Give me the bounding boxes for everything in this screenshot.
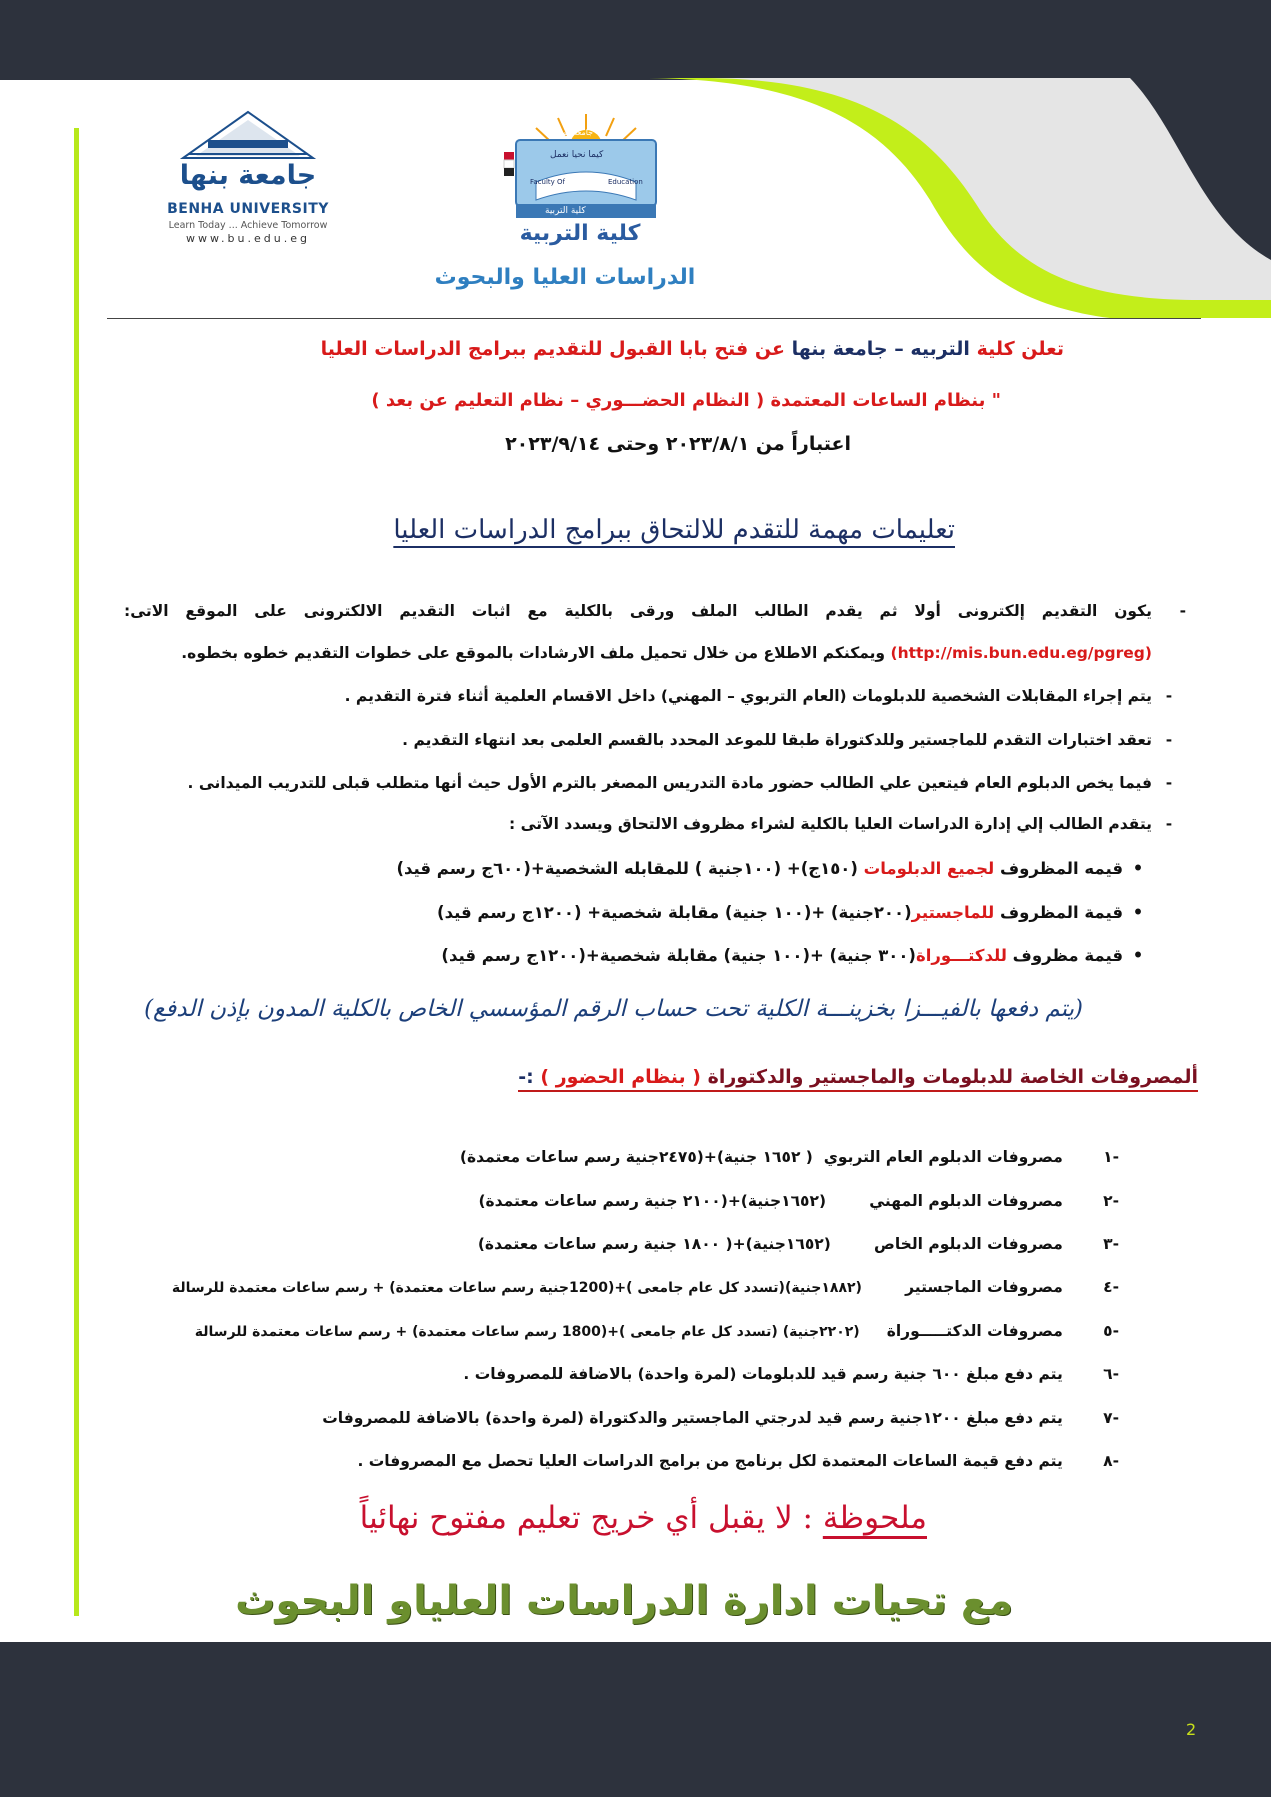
fee-item: -١ مصروفات الدبلوم العام التربوي ( ١٦٥٢ جنية)+(٢٤٧٥جنية رسم ساعات معتمدة) [459,1148,1119,1166]
fee-item: -٤ مصروفات الماجستير (١٨٨٢جنية)(تسدد كل عام جامعى )+(1200جنية رسم ساعات معتمدة) + رسم ساعات معتمدة للرسالة [171,1278,1119,1296]
announcement-part3: عن فتح بابا القبول للتقديم ببرامج الدراسات العليا [320,338,785,360]
instruction-item-2: -يتم إجراء المقابلات الشخصية للدبلومات (العام التربوي – المهني) داخل الاقسام العلمية أثناء فترة التقديم . [344,687,1173,705]
fees-heading: ألمصروفات الخاصة للدبلومات والماجستير والدكتوراة ( بنظام الحضور ) :- [518,1066,1198,1092]
faculty-logo-book-ar: كلية التربية [545,206,586,216]
university-name-en: BENHA UNIVERSITY [167,201,329,217]
fee-item: -٦ يتم دفع مبلغ ٦٠٠ جنية رسم قيد للدبلومات (لمرة واحدة) بالاضافة للمصروفات . [463,1365,1119,1383]
instruction-item-4: -فيما يخص الدبلوم العام فيتعين علي الطالب حضور مادة التدريس المصغر بالترم الأول حيث أنها متطلب قبلى للتدريب الميدانى . [187,774,1173,792]
payment-note: (يتم دفعها بالفيـــزا بخزينـــة الكلية تحت حساب الرقم المؤسسي الخاص بالكلية المدون بإذن الدفع) [144,996,1083,1022]
instruction-item-5: -يتقدم الطالب إلي إدارة الدراسات العليا بالكلية لشراء مظروف الالتحاق ويسدد الآتى : [509,815,1173,833]
faculty-logo-book-left: Faculty Of [530,178,565,186]
fee-item: -٢ مصروفات الدبلوم المهني (١٦٥٢جنية)+(٢١٠٠ جنية رسم ساعات معتمدة) [478,1192,1119,1210]
fee-item: -٥ مصروفات الدكتـــــوراة (٢٢٠٢جنية) (تسدد كل عام جامعى )+(1800 رسم ساعات معتمدة) + رسم ساعات معتمدة للرسالة [194,1322,1119,1340]
fee-item: -٨ يتم دفع قيمة الساعات المعتمدة لكل برنامج من برامج الدراسات العليا تحصل مع المصروفات . [357,1452,1119,1470]
university-name-ar: جامعة بنها [179,160,317,191]
envelope-price-diplomas: •قيمه المظروف لجميع الدبلومات (١٥٠ج)+ (١٠٠جنية ) للمقابله الشخصية+(٦٠٠ج رسم قيد) [396,859,1144,878]
instruction-item-3: -تعقد اختبارات التقدم للماجستير وللدكتوراة طبقا للموعد المحدد بالقسم العلمى بعد انتهاء التقديم . [402,731,1173,749]
left-accent-rule [74,128,79,1616]
faculty-logo-book-right: Education [608,178,643,186]
fee-item: -٣ مصروفات الدبلوم الخاص (١٦٥٢جنية)+( ١٨٠٠ جنية رسم ساعات معتمدة) [477,1235,1119,1253]
faculty-logo-banner: جامعة بنها [560,128,594,137]
page-number: 2 [1186,1720,1197,1739]
university-slogan: Learn Today ... Achieve Tomorrow [168,220,328,231]
system-line: " بنظام الساعات المعتمدة ( النظام الحضـــوري – نظام التعليم عن بعد ) [371,390,1001,411]
dates-line: اعتباراً من ٢٠٢٣/٨/١ وحتى ٢٠٢٣/٩/١٤ [505,433,851,455]
instruction-item-1: -يكون التقديم إلكترونى أولا ثم يقدم الطالب الملف ورقى بالكلية مع اثبات التقديم الالكترونى على الموقع الاتى: [124,602,1186,620]
university-url: www.bu.edu.eg [186,232,310,245]
faculty-name: كلية التربية [519,221,641,246]
announcement-part2: التربيه – جامعة بنها [791,338,970,360]
instructions-title: تعليمات مهمة للتقدم للالتحاق ببرامج الدراسات العليا [393,515,955,545]
faculty-logo-motto: كيما نحيا نعمل [550,150,604,160]
registration-link[interactable]: (http://mis.bun.edu.eg/pgreg) [890,644,1152,662]
department-name: الدراسات العليا والبحوث [434,265,696,290]
note-label: ملحوظة [822,1500,927,1536]
announcement-part1: تعلن كلية [976,338,1064,360]
header-divider [107,318,1201,319]
note-line: ملحوظة : لا يقبل أي خريج تعليم مفتوح نهائياً [359,1500,927,1536]
closing-greeting: مع تحيات ادارة الدراسات العلياو البحوث [235,1578,1013,1624]
envelope-price-masters: •قيمة المظروف للماجستير(٢٠٠جنية) +(١٠٠ جنية) مقابلة شخصية+ (١٢٠٠ج رسم قيد) [437,903,1144,922]
bottom-band [0,1642,1271,1797]
envelope-price-doctorate: •قيمة مظروف للدكتـــوراة(٣٠٠ جنية) +(١٠٠ جنية) مقابلة شخصية+(١٢٠٠ج رسم قيد) [441,946,1144,965]
instruction-item-1-continued: (http://mis.bun.edu.eg/pgreg) ويمكنكم الاطلاع من خلال تحميل ملف الارشادات بالموقع على خطوات التقديم خطوه بخطوه. [181,644,1152,662]
note-text: لا يقبل أي خريج تعليم مفتوح نهائياً [359,1500,793,1536]
fee-item: -٧ يتم دفع مبلغ ١٢٠٠جنية رسم قيد لدرجتي الماجستير والدكتوراة (لمرة واحدة) بالاضافة للمصروفات [322,1409,1119,1427]
announcement-line [164,338,1064,360]
